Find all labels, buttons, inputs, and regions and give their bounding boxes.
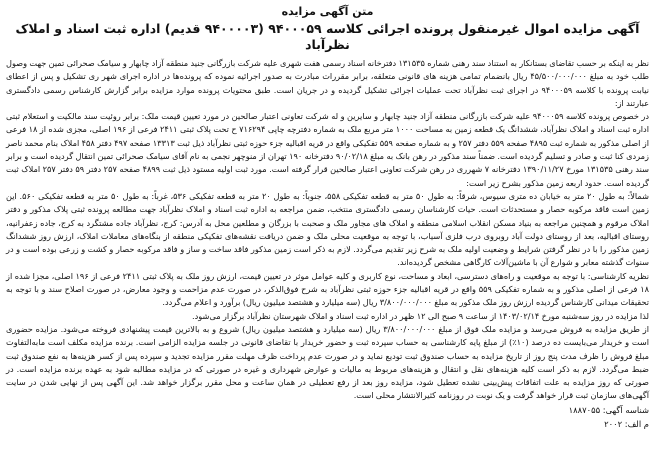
notice-kicker: متن آگهی مزایده xyxy=(281,5,374,18)
notice-reference: م الف: ۲۰۰۲ xyxy=(604,418,649,429)
notice-tracking-id: شناسه آگهی: ۱۸۸۷۰۵۵ xyxy=(568,404,649,415)
paragraph-auction-date: لذا مزایده در روز سه‌شنبه مورخ ۱۴۰۳/۰۲/۱۴ از ساعت ۹ صبح الی ۱۲ ظهر در اداره ثبت اسناد و املاک شهرستان نظرآباد برگزار می‌شود. xyxy=(192,310,649,321)
auction-notice xyxy=(6,4,649,431)
paragraph-terms: از طریق مزایده به فروش می‌رسد و مزایده ملک فوق از مبلغ ۳/۸۰۰/۰۰۰/۰۰۰ ریال (سه میلیارد و هشتصد میلیون ریال) شروع و به بالاترین قیمت پیشنهادی فروخته می‌شود. مزایده حضوری است و خریدار می‌بایست ده درصد (۱۰٪) از مبلغ پایه کارشناسی به حساب سپرده ثبت و حضور خریدار با تقاضای قانونی در جلسه مزایده الزامی است. برنده مزایده مکلف است مابه‌التفاوت مبلغ فروش را ظرف مدت پنج روز از تاریخ مزایده به حساب صندوق ثبت تودیع نماید و در صورت عدم پرداخت ظرف مهلت مقرر مزایده تجدید و سپرده پس از کسر هزینه‌ها به نفع صندوق ثبت ضبط می‌گردد. لازم به ذکر است کلیه هزینه‌های نقل و انتقال و هزینه‌های مربوط به مالیات و عوارض شهرداری و غیره در صورتی که در مزایده مطالبه شود به عهده برنده مزایده است. در صورتی که روز مزایده به علت اتفاقات پیش‌بینی نشده تعطیل شود، مزایده روز بعد از رفع تعطیلی در همان ساعت و محل مقرر برگزار خواهد شد. این آگهی پس از نهایی شدن در سایت آگهی‌های سازمان ثبت قرار خواهد گرفت و یک نوبت در روزنامه کثیرالانتشار محلی است. xyxy=(6,323,649,401)
paragraph-intro: نظر به اینکه بر حسب تقاضای بستانکار به استناد سند رهنی شماره ۱۳۱۵۳۵ دفترخانه اسناد رسمی هفت شهری علیه شرکت بازرگانی جنید منطقه آزاد چابهار و سیامک صحرائی تمین جهت وصول طلب خود به مبلغ ۴۵/۵۰۰/۰۰۰/۰۰۰ ریال بانضمام تمامی هزینه های قانونی متعلقه، برابر مقررات مبادرت به صدور اجرائیه نموده که پرونده‌ها در اداره اجرای شهر ری تشکیل و پس از اعطای نیابت پرونده با کلاسه ۹۴۰۰۰۵۹ در اجرای ثبت نظرآباد تحت عملیات اجرائی تشکیل گردیده و در جریان است. طبق محتویات پرونده موارد مزایده برابر گزارش کارشناس رسمی دادگستری عبارتند از: xyxy=(6,58,649,108)
notice-headline: آگهی مزایده اموال غیرمنقول پرونده اجرائی کلاسه ۹۴۰۰۰۵۹ (۹۴۰۰۰۰۳ قدیم) اداره ثبت اسناد و املاک نظرآباد xyxy=(15,21,640,52)
paragraph-property: در خصوص پرونده کلاسه ۹۴۰۰۰۵۹ علیه شرکت بازرگانی منطقه آزاد جنید چابهار و سایرین و له شرکت تعاونی اعتبار صالحین در مورد تعیین قیمت ملک: برابر روئیت سند مالکیت و استعلام ثبتی اداره ثبت اسناد و املاک نظرآباد، ششدانگ یک قطعه زمین به مساحت ۱۰۰۰ متر مربع ملک به شماره دفترچه چاپی ۷۱۶۲۹۴ ح تحت پلاک ثبتی ۲۴۱۱ فرعی از ۱۹۶ اصلی، مجزی شده از ۱۸ فرعی از اصلی مذکور به شماره ثبت ۴۸۹۵ صفحه ۵۵۹ دفتر ۲۵۷ و به شماره صفحه ۵۵۹ تفکیکی واقع در قریه اقبالیه جزء حوزه ثبتی نظرآباد ذیل ثبت ۱۳۳۱۳ صفحه ۴۹۷ دفتر ۴۵۸ املاک بنام محمد ناصر زمردی کنا ثبت و صادر و تسلیم گردیده است. ضمناً سند مذکور در رهن بانک به مبلغ ۹۰/۰۲/۱۸ دفترخانه ۱۹۰ تهران از منوچهر نجمی به نام آقای سیامک صحرائی تمین انتقال گردیده است و برابر سند رهنی ۱۳۱۵۳۵ مورخ ۱۳۹۰/۱۱/۲۷ دفترخانه ۷ شهرری در رهن شرکت تعاونی اعتبار صالحین قرار گرفته است. مورد ثبت اولیه مستود ذیل ثبت ۴۸۹۹ صفحه ۲۵۷ دفتر ۵۹ دفتر ۲۵۷ املاک ثبت گردیده است. حدود اربعه زمین مذکور بشرح زیر است: xyxy=(6,111,650,188)
paragraph-boundaries: شمالاً: به طول ۲۰ متر به خیابان ده متری سیوس، شرقاً: به طول ۵۰ متر به قطعه تفکیکی ۵۵۸، جنوباً: به طول ۲۰ متر به قطعه تفکیکی ۵۳۶، غرباً: به طول ۵۰ متر به قطعه تفکیکی ۵۶۰. این زمین است فاقد مرکوبه حصار و مستحدثات است. حیات کارشناسان رسمی دادگستری منتخب، ضمن مراجعه به اداره ثبت اسناد و املاک نظرآباد جهت مطالعه پرونده ثبتی پلاک مذکور و دفتر املاک مرقوم و همچنین مراجعه به بنیاد مسکن انقلاب اسلامی منطقه و املاک های مجاور ملک و صحبت با بزرگان و مطلعین محل به آدرس: کرج، نظرآباد جاده مشتگرد به کرج، جاده زعفرانیه، روستای اقبالیه، بعد از روستای دولت آباد روبروی درب فلزی آسیاب، با توجه به موقعیت محلی ملک و ضمن دریافت نقشه‌های تفکیکی منطقه از بنگاه‌های معاملات املاک، ارزش روز ششدانگ زمین مذکور را با در نظر گرفتن شرایط و وضعیت اولیه ملک به شرح زیر تقدیم می‌گردد. لازم به ذکر است زمین مذکور فاقد ساخت و ساز و فاقد مرکوبه حصار و کشت و زرعی بوده است و در سنوات گذشته معابر و شوارع آن با ماشین‌آلات کارگاهی مشخص گردیده‌اند. xyxy=(6,190,649,268)
paragraph-valuation: نظریه کارشناسی: با توجه به موقعیت و راه‌های دسترسی، ابعاد و مساحت، نوع کاربری و کلیه عوامل موثر در تعیین قیمت، ارزش روز ملک به پلاک ثبتی ۲۴۱۱ فرعی از ۱۹۶ اصلی، مجزا شده از ۱۸ فرعی از اصلی مذکور و به شماره تفکیکی ۵۵۹ واقع در قریه اقبالیه جزء حوزه ثبتی نظرآباد به شرح فوق‌الذکر، در صورت عدم مزاحمت و وجود معارض، در صورت اصلاح سند و با توجه به تحقیقات میدانی کارشناس گردیده ارزش روز ملک مذکور به مبلغ ۳/۸۰۰/۰۰۰/۰۰۰ ریال (سه میلیارد و هشتصد میلیون ریال) برآورد و اعلام می‌گردد. xyxy=(6,270,649,308)
